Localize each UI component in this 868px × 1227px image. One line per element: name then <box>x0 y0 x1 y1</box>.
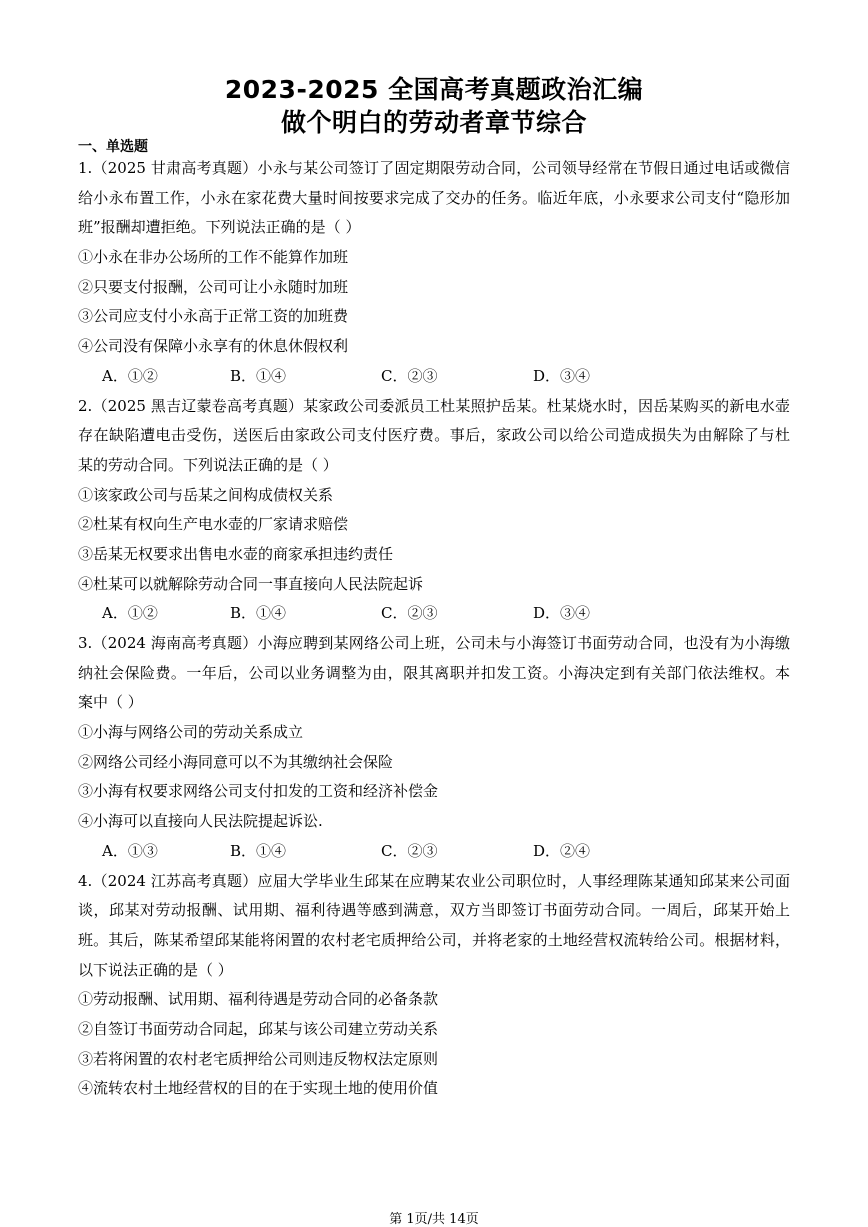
statement-item: ③公司应支付小永高于正常工资的加班费 <box>78 307 349 326</box>
question-stem-line: 班”报酬却遭拒绝。下列说法正确的是（ ） <box>78 218 361 237</box>
statement-item: ③小海有权要求网络公司支付扣发的工资和经济补偿金 <box>78 782 439 801</box>
question-list <box>78 154 790 1104</box>
question-block <box>78 154 790 392</box>
answer-option[interactable]: A．①③ <box>102 841 158 860</box>
question-block <box>78 867 790 1105</box>
question-stem-line: 某的劳动合同。下列说法正确的是（ ） <box>78 455 338 474</box>
answer-options <box>78 837 790 867</box>
statement-item: ③岳某无权要求出售电水壶的商家承担违约责任 <box>78 544 394 563</box>
statement-item: ①小永在非办公场所的工作不能算作加班 <box>78 248 349 267</box>
question-stem-line: 存在缺陷遭电击受伤，送医后由家政公司支付医疗费。事后，家政公司以给公司造成损失为由解除了与杜 <box>78 426 790 445</box>
statement-item: ①该家政公司与岳某之间构成债权关系 <box>78 485 334 504</box>
answer-option[interactable]: C．②③ <box>381 604 438 623</box>
question-stem-line: 案中（ ） <box>78 693 143 712</box>
answer-option[interactable]: C．②③ <box>381 366 438 385</box>
section-heading: 一、单选题 <box>78 139 148 155</box>
statement-item: ③若将闲置的农村老宅质押给公司则违反物权法定原则 <box>78 1049 439 1068</box>
question-block <box>78 629 790 867</box>
answer-option[interactable]: C．②③ <box>381 841 438 860</box>
question-stem-line: 以下说法正确的是（ ） <box>78 960 233 979</box>
answer-option[interactable]: A．①② <box>102 604 158 623</box>
answer-options <box>78 362 790 392</box>
question-block <box>78 392 790 630</box>
statement-item: ②自签订书面劳动合同起，邱某与该公司建立劳动关系 <box>78 1019 439 1038</box>
answer-option[interactable]: A．①② <box>102 366 158 385</box>
page-number: 第 1页/共 14页 <box>389 1212 479 1227</box>
answer-option[interactable]: D．②④ <box>533 841 591 860</box>
question-stem-line: 纳社会保险费。一年后，公司以业务调整为由，限其离职并扣发工资。小海决定到有关部门依法维权。本 <box>78 663 790 682</box>
statement-item: ①小海与网络公司的劳动关系成立 <box>78 723 304 742</box>
answer-option[interactable]: D．③④ <box>533 604 591 623</box>
statement-item: ④公司没有保障小永享有的休息休假权利 <box>78 337 349 356</box>
document-title: 2023-2025 全国高考真题政治汇编 <box>224 75 644 104</box>
answer-option[interactable]: B．①④ <box>230 604 287 623</box>
statement-item: ②杜某有权向生产电水壶的厂家请求赔偿 <box>78 515 349 534</box>
question-stem-line: 3.（2024 海南高考真题）小海应聘到某网络公司上班，公司未与小海签订书面劳动合同，也没有为小海缴 <box>78 634 790 652</box>
question-stem-line: 1.（2025 甘肃高考真题）小永与某公司签订了固定期限劳动合同，公司领导经常在节假日通过电话或微信 <box>78 159 790 177</box>
question-stem-line: 2.（2025 黑吉辽蒙卷高考真题）某家政公司委派员工杜某照护岳某。杜某烧水时，因岳某购买的新电水壶 <box>78 396 790 415</box>
question-stem-line: 班。其后，陈某希望邱某能将闲置的农村老宅质押给公司，并将老家的土地经营权流转给公司。根据材料， <box>78 930 790 949</box>
document-subtitle: 做个明白的劳动者章节综合 <box>280 108 587 137</box>
statement-item: ①劳动报酬、试用期、福利待遇是劳动合同的必备条款 <box>78 990 439 1009</box>
answer-options <box>78 599 790 629</box>
question-stem-line: 谈，邱某对劳动报酬、试用期、福利待遇等感到满意，双方当即签订书面劳动合同。一周后，邱某开始上 <box>78 901 790 920</box>
answer-option[interactable]: B．①④ <box>230 366 287 385</box>
answer-option[interactable]: D．③④ <box>533 366 591 385</box>
statement-item: ④杜某可以就解除劳动合同一事直接向人民法院起诉 <box>78 574 424 593</box>
question-stem-line: 4.（2024 江苏高考真题）应届大学毕业生邱某在应聘某农业公司职位时，人事经理陈某通知邱某来公司面 <box>78 871 790 890</box>
statement-item: ④小海可以直接向人民法院提起诉讼. <box>78 812 323 831</box>
statement-item: ②网络公司经小海同意可以不为其缴纳社会保险 <box>78 752 394 771</box>
statement-item: ②只要支付报酬，公司可让小永随时加班 <box>78 277 349 296</box>
question-stem-line: 给小永布置工作，小永在家花费大量时间按要求完成了交办的任务。临近年底，小永要求公司支付“隐形加 <box>78 188 790 207</box>
statement-item: ④流转农村土地经营权的目的在于实现土地的使用价值 <box>78 1079 439 1098</box>
answer-option[interactable]: B．①④ <box>230 841 287 860</box>
